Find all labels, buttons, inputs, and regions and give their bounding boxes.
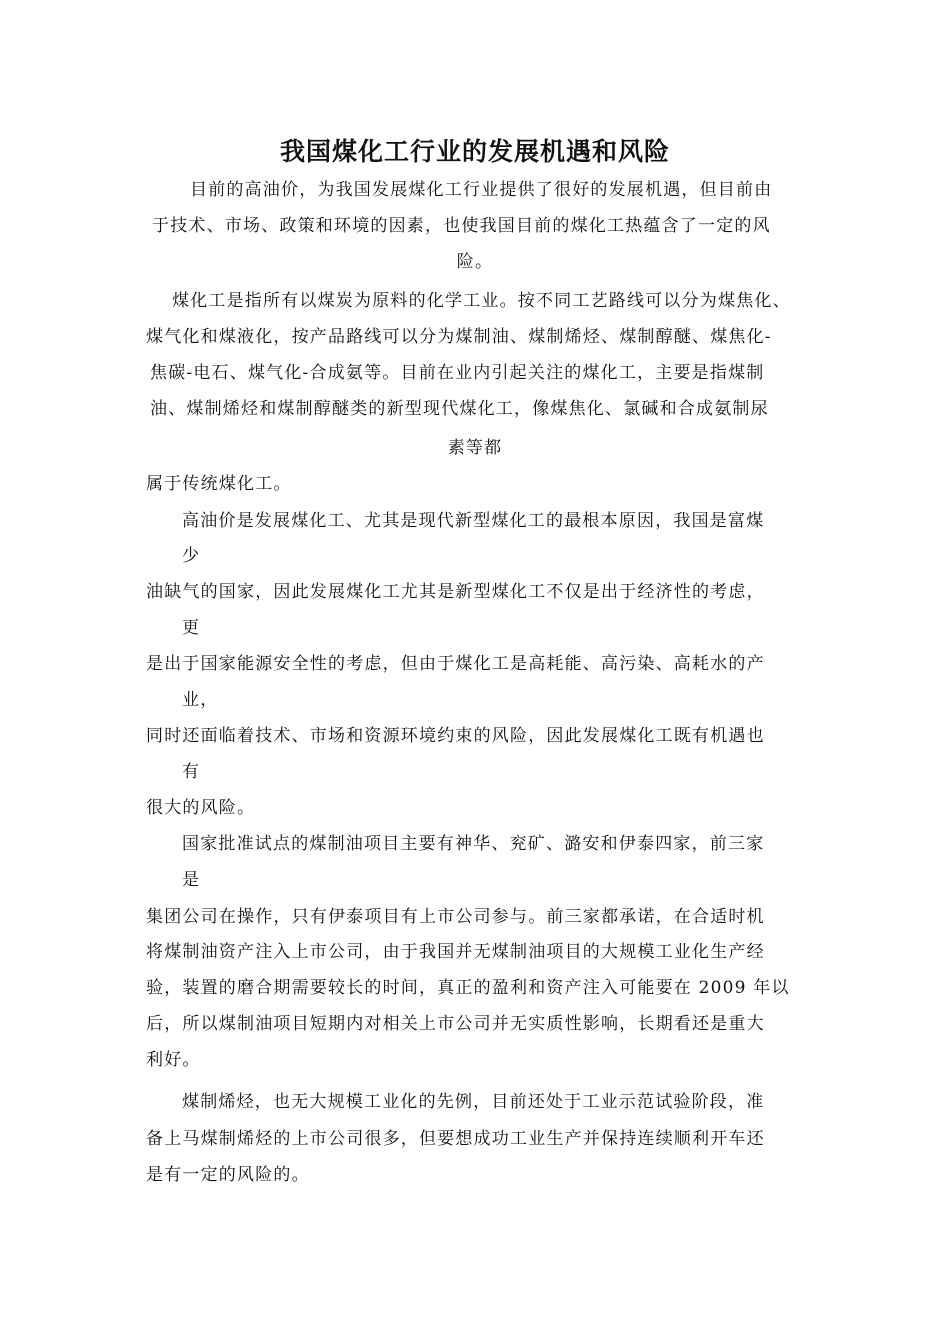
text-line: 验，装置的磨合期需要较长的时间，真正的盈利和资产注入可能要在 2009 年以 [146, 978, 790, 998]
text-line: 险。 [456, 252, 494, 272]
text-line: 是出于国家能源安全性的考虑，但由于煤化工是高耗能、高污染、高耗水的产 [146, 654, 765, 674]
text-line: 高油价是发展煤化工、尤其是现代新型煤化工的最根本原因，我国是富煤 [182, 511, 765, 531]
text-line: 业， [182, 690, 219, 710]
text-line: 少 [182, 546, 201, 566]
document-title: 我国煤化工行业的发展机遇和风险 [279, 137, 670, 166]
text-line: 备上马煤制烯烃的上市公司很多，但要想成功工业生产并保持连续顺利开车还 [146, 1129, 765, 1149]
text-line: 将煤制油资产注入上市公司，由于我国并无煤制油项目的大规模工业化生产经 [146, 942, 765, 962]
text-line: 油缺气的国家，因此发展煤化工尤其是新型煤化工不仅是出于经济性的考虑， [146, 582, 765, 602]
text-line: 油、煤制烯烃和煤制醇醚类的新型现代煤化工，像煤焦化、氯碱和合成氨制尿 [150, 399, 769, 419]
text-line: 是有一定的风险的。 [146, 1165, 310, 1185]
text-line: 利好。 [146, 1050, 201, 1070]
text-line: 有 [182, 762, 201, 782]
text-line: 后，所以煤制油项目短期内对相关上市公司并无实质性影响，长期看还是重大 [146, 1014, 765, 1034]
text-line: 目前的高油价，为我国发展煤化工行业提供了很好的发展机遇，但目前由 [190, 180, 773, 200]
text-line: 同时还面临着技术、市场和资源环境约束的风险，因此发展煤化工既有机遇也 [146, 726, 765, 746]
text-line: 煤化工是指所有以煤炭为原料的化学工业。按不同工艺路线可以分为煤焦化、 [172, 291, 791, 311]
text-line: 素等都 [447, 438, 503, 458]
text-line: 于技术、市场、政策和环境的因素，也使我国目前的煤化工热蕴含了一定的风 [152, 216, 771, 236]
text-line: 是 [182, 870, 201, 890]
text-line: 焦碳-电石、煤气化-合成氨等。目前在业内引起关注的煤化工，主要是指煤制 [150, 363, 765, 383]
text-line: 煤气化和煤液化，按产品路线可以分为煤制油、煤制烯烃、煤制醇醚、煤焦化- [146, 327, 772, 347]
text-line: 很大的风险。 [146, 798, 256, 818]
text-line: 煤制烯烃，也无大规模工业化的先例，目前还处于工业示范试验阶段，准 [182, 1092, 765, 1112]
text-line: 集团公司在操作，只有伊泰项目有上市公司参与。前三家都承诺，在合适时机 [146, 907, 765, 927]
text-line: 属于传统煤化工。 [146, 474, 292, 494]
text-line: 国家批准试点的煤制油项目主要有神华、兖矿、潞安和伊泰四家，前三家 [182, 834, 765, 854]
text-line: 更 [182, 618, 201, 638]
